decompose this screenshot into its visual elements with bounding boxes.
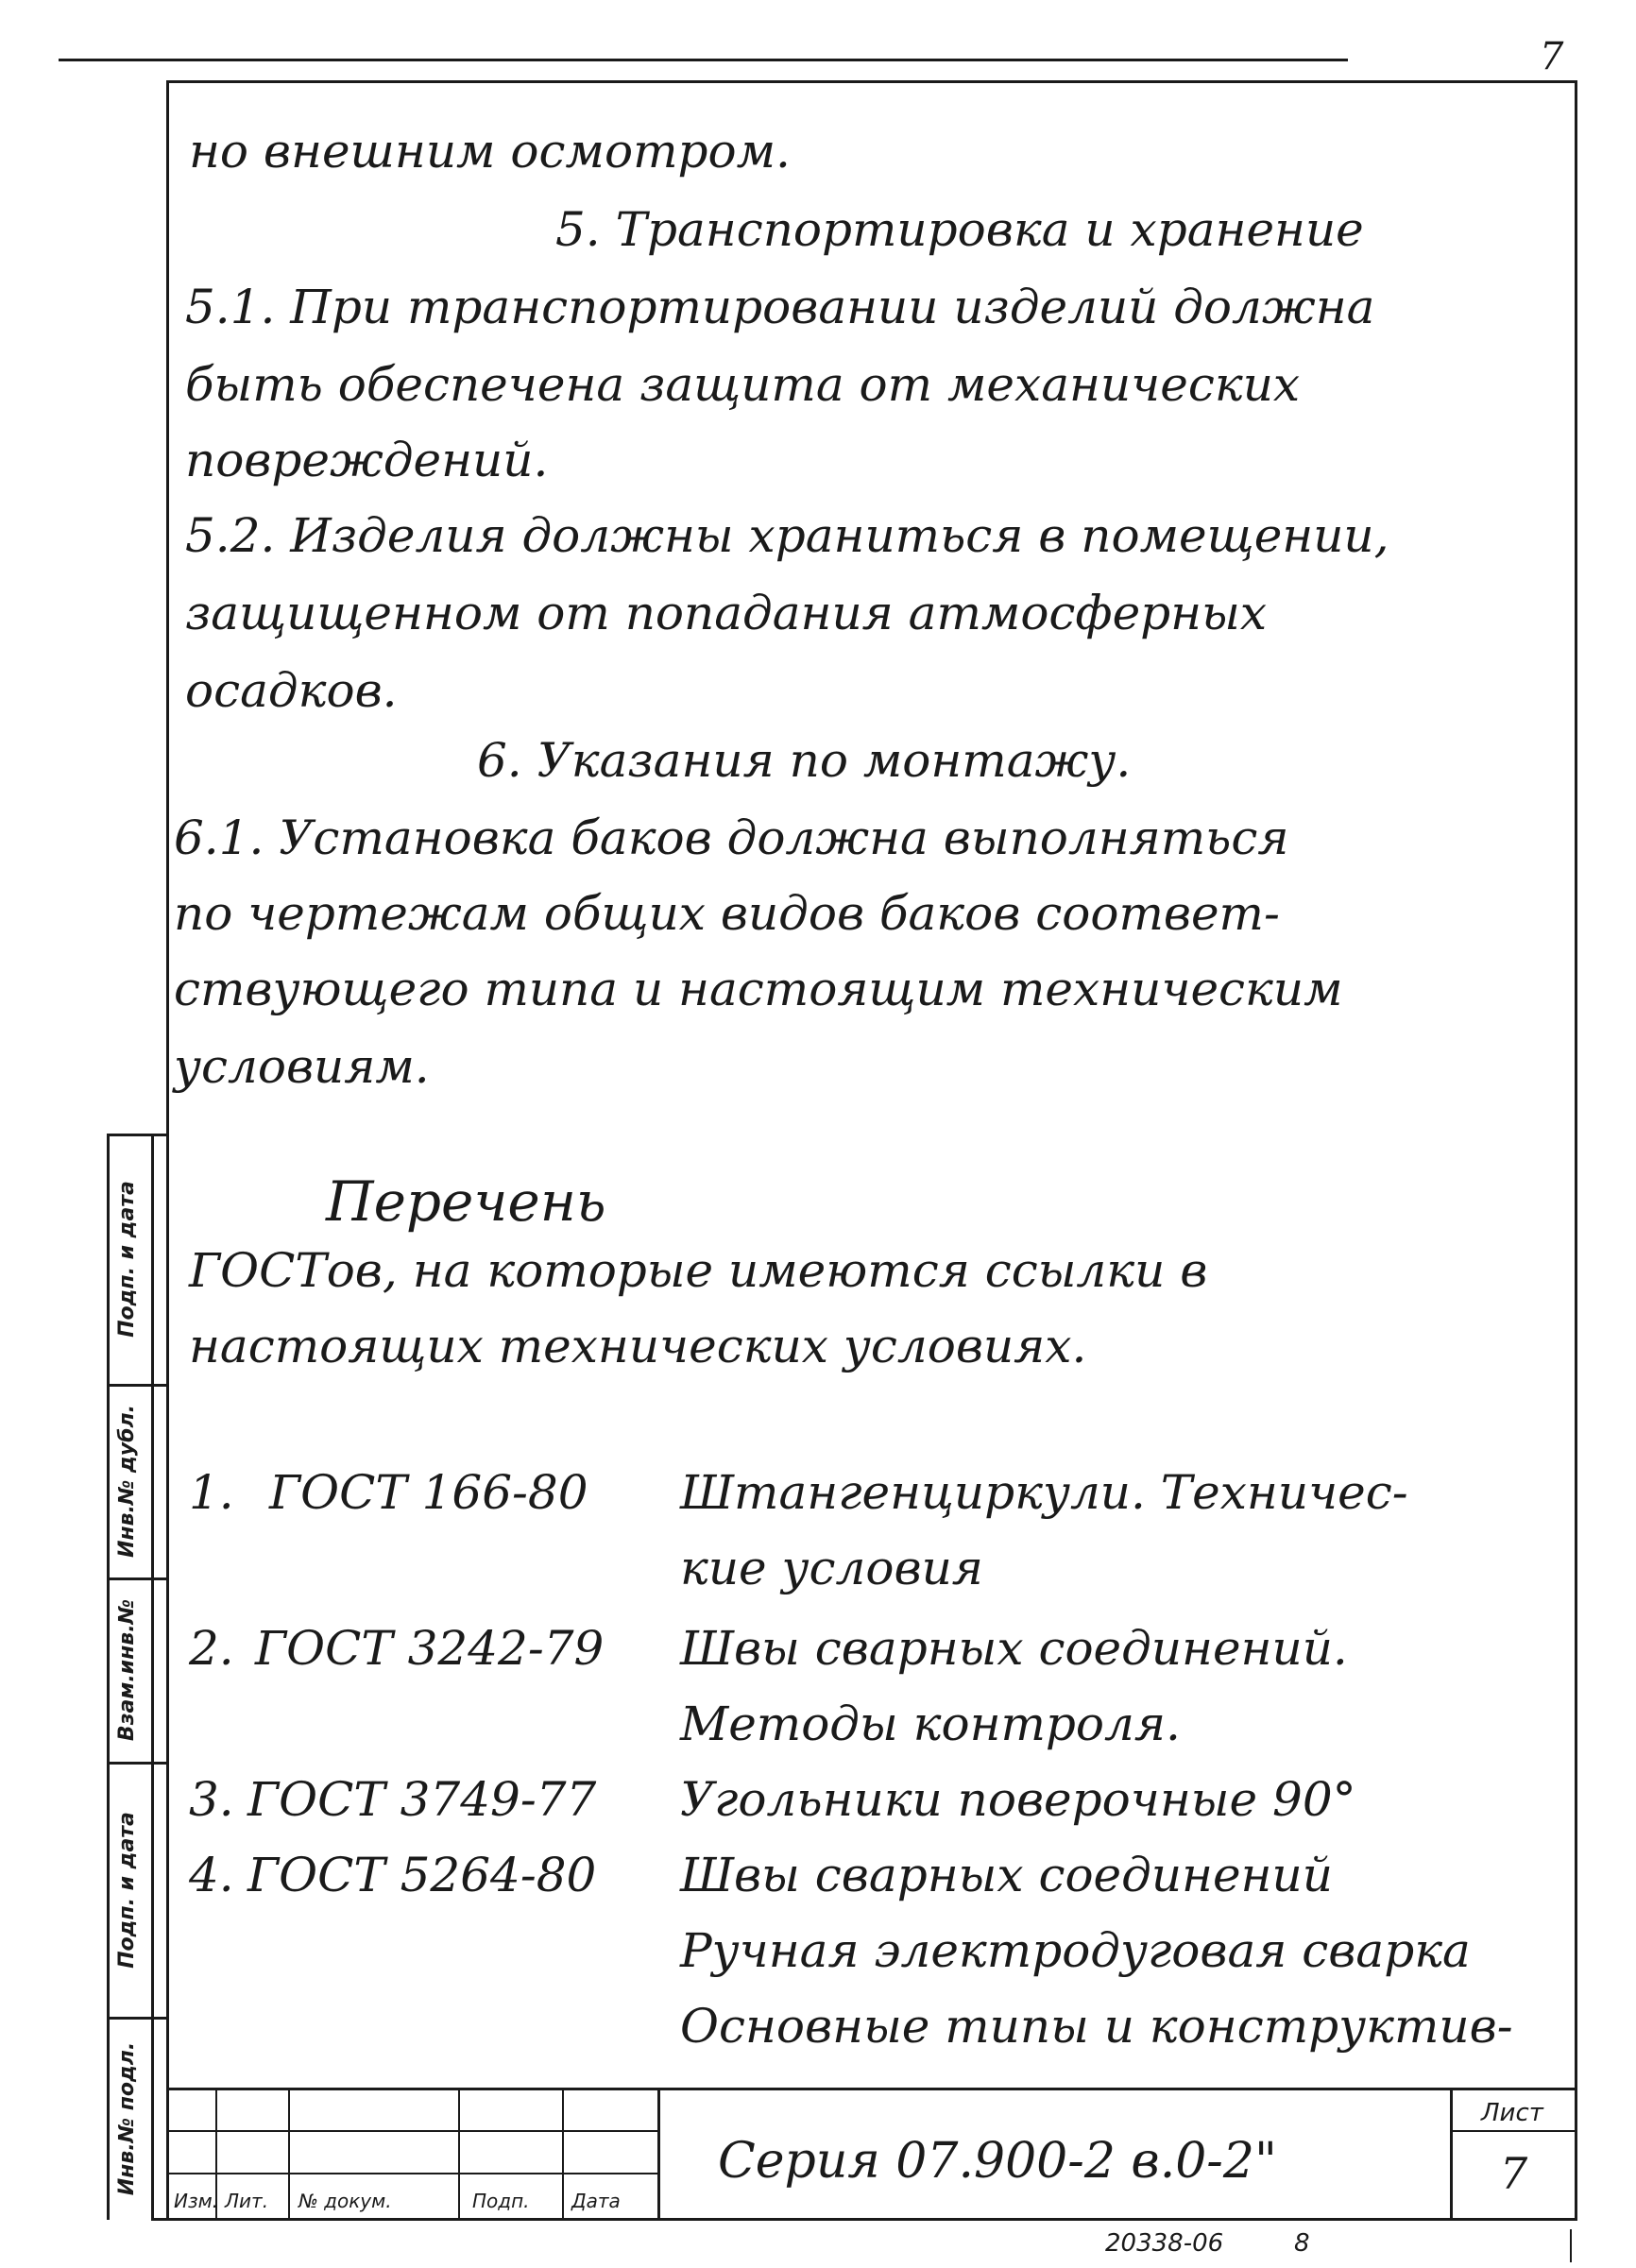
tb-top [168,2088,1577,2090]
gost-2-code: ГОСТ 3242-79 [255,1621,605,1676]
tb-col-podp: Подп. [472,2190,530,2212]
tb-sheet-div [1450,2130,1577,2132]
tb-col-list: Лит. [225,2190,269,2212]
tb-col-3 [458,2088,460,2220]
gost-2-desc-2: Методы контроля. [680,1697,1181,1751]
side-div-4 [107,2017,169,2020]
tb-sheet-number: 7 [1500,2148,1528,2199]
gost-3-code: ГОСТ 3749-77 [247,1772,597,1827]
text-line-13: условиям. [174,1039,430,1094]
side-label-podp-data-2: Подп. и дата [115,1181,139,1338]
frame-top [168,80,1577,83]
gost-3-desc-1: Угольники поверочные 90° [680,1772,1356,1827]
text-line-8: осадков. [185,663,398,718]
side-label-inv-podl: Инв.№ подл. [115,2041,139,2196]
tb-col-izm: Изм. [174,2190,219,2212]
tb-col-doc: № докум. [298,2190,392,2212]
gost-1-desc-1: Штангенциркули. Техничес- [680,1465,1408,1520]
gost-4-code: ГОСТ 5264-80 [247,1848,597,1902]
text-line-12: ствующего типа и настоящим техническим [174,962,1343,1016]
gost-1-code: ГОСТ 166-80 [269,1465,588,1520]
gost-3-num: 3. [189,1772,234,1827]
list-title: Перечень [326,1169,606,1234]
gost-2-desc-1: Швы сварных соединений. [680,1621,1348,1676]
gost-1-num: 1. [189,1465,234,1520]
tb-col-sheet [1450,2088,1453,2220]
gost-4-num: 4. [189,1848,234,1902]
text-line-3: 5.1. При транспортировании изделий должна [185,280,1375,334]
side-col-left [107,1134,110,2220]
text-line-1: но внешним осмотром. [189,124,791,179]
tb-row-1 [168,2130,659,2132]
text-line-6: 5.2. Изделия должны храниться в помещении, [185,508,1389,563]
side-label-vzam-inv: Взам.инв.№ [115,1598,139,1742]
tb-sheet-label: Лист [1481,2099,1543,2127]
tb-col-5 [657,2088,660,2220]
frame-left [166,80,169,2220]
side-label-inv-dubl: Инв.№ дубл. [115,1405,139,1558]
right-edge-stroke [1570,2229,1572,2262]
text-line-10: 6.1. Установка баков должна выполняться [174,810,1289,865]
side-col-mid [151,1134,154,2220]
gost-4-desc-1: Швы сварных соединений [680,1848,1333,1902]
tb-series: Серия 07.900-2 в.0-2" [718,2133,1277,2190]
footer-code: 20338-06 [1105,2229,1224,2258]
text-line-11: по чертежам общих видов баков соответ- [174,886,1280,941]
tb-col-data: Дата [571,2190,621,2212]
tb-row-2 [168,2173,659,2174]
text-line-5: повреждений. [185,433,549,487]
gost-4-desc-3: Основные типы и конструктив- [680,1999,1513,2054]
side-label-podp-data-1: Подп. и дата [115,1812,139,1969]
text-line-4: быть обеспечена защита от механических [185,357,1301,412]
tb-col-2 [288,2088,290,2220]
top-rule [59,59,1348,61]
footer-num: 8 [1294,2229,1310,2258]
text-line-7: защищенном от попадания атмосферных [185,586,1268,640]
list-subtitle-2: настоящих технических условиях. [189,1319,1087,1373]
side-col-top [107,1134,169,1136]
section-6-heading: 6. Указания по монтажу. [477,733,1132,788]
frame-bottom [151,2218,1577,2221]
list-subtitle-1: ГОСТов, на которые имеются ссылки в [189,1243,1208,1298]
gost-2-num: 2. [189,1621,234,1676]
tb-col-4 [562,2088,564,2220]
page-corner-number: 7 [1540,35,1564,78]
gost-1-desc-2: кие условия [680,1541,983,1595]
frame-right [1575,80,1577,2220]
section-5-heading: 5. Транспортировка и хранение [555,202,1364,257]
gost-4-desc-2: Ручная электродуговая сварка [680,1923,1471,1978]
